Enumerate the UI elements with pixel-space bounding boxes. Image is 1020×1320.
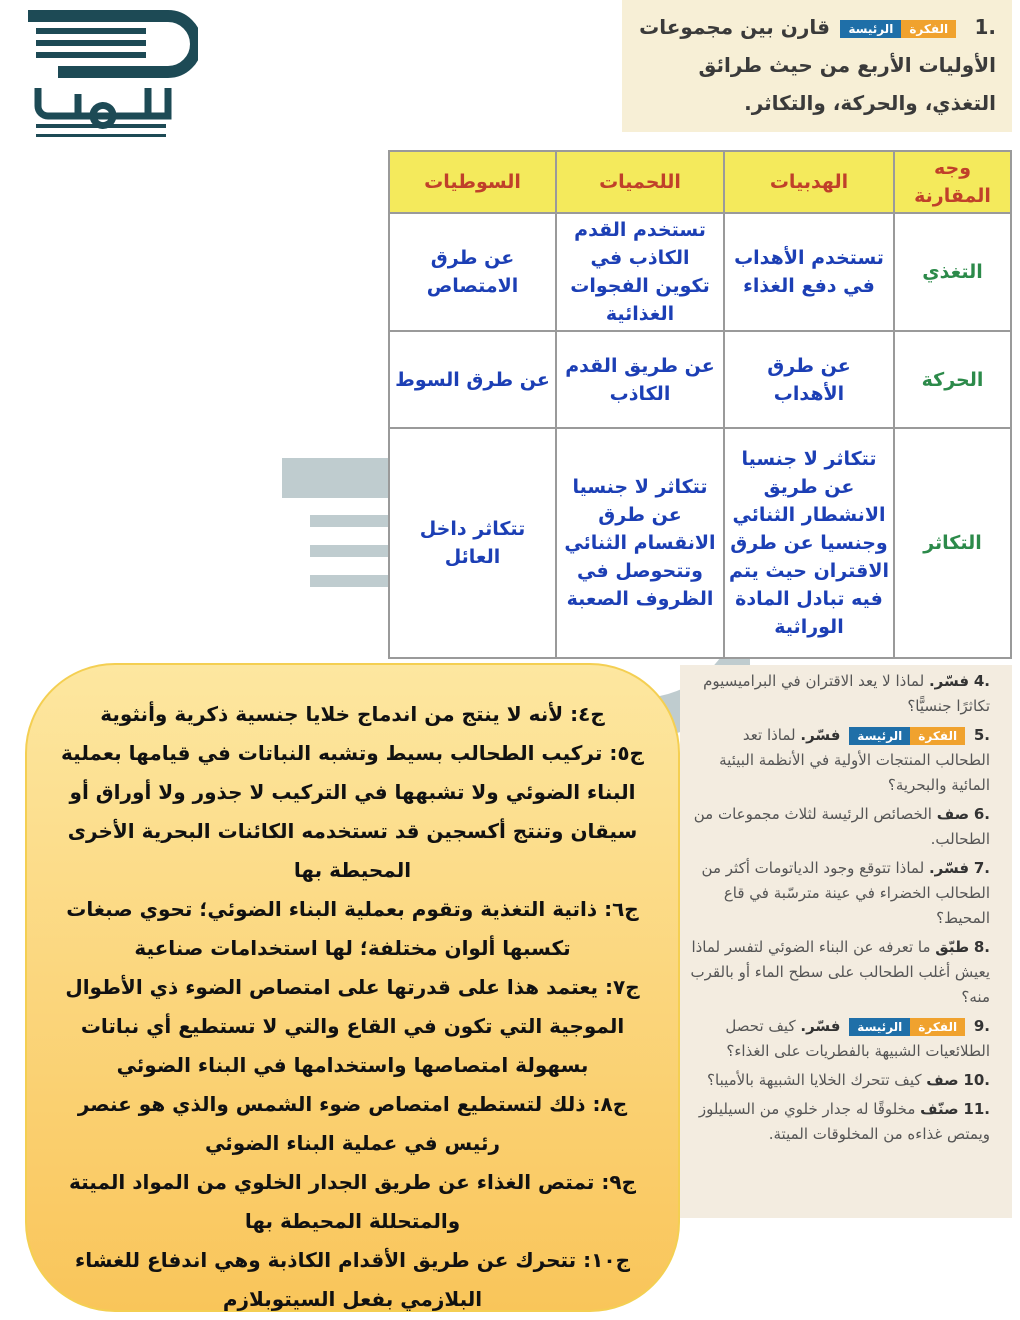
- header-cell: السوطيات: [389, 151, 556, 213]
- header-cell: اللحميات: [556, 151, 724, 213]
- answers-box: [25, 663, 680, 1312]
- main-idea-tag: الفكرة الرئيسة: [840, 20, 956, 38]
- question-item: .9 الفكرة الرئيسة فسّر. كيف تحصل الطلائعيات الشبيهة بالفطريات على الغذاء؟: [725, 1017, 990, 1060]
- table-cell: تستخدم الأهداب في دفع الغذاء: [724, 213, 894, 331]
- question-item: .8 طبّق ما تعرفه عن البناء الضوئي لتفسر لماذا يعيش أغلب الطحالب على سطح الماء أو بالقرب منه؟: [690, 938, 990, 1006]
- answer-10: ج١٠: تتحرك عن طريق الأقدام الكاذبة وهي اندفاع للغشاء البلازمي بفعل السيتوبلازم: [75, 1248, 630, 1311]
- main-idea-tag: الفكرة الرئيسة: [849, 727, 965, 745]
- header-cell: وجه المقارنة: [894, 151, 1011, 213]
- table-cell: عن طريق القدم الكاذب: [556, 331, 724, 428]
- table-row: [389, 428, 1011, 658]
- table-cell: تتكاثر لا جنسيا عن طريق الانشطار الثنائي وجنسيا عن طرق الاقتران حيث يتم فيه تبادل المادة الوراثية: [724, 428, 894, 658]
- main-idea-tag: الفكرة الرئيسة: [849, 1018, 965, 1036]
- table-cell: تستخدم القدم الكاذب في تكوين الفجوات الغذائية: [556, 213, 724, 331]
- table-header-row: [389, 151, 1011, 213]
- hulul-logo: [18, 8, 198, 143]
- row-header: التكاثر: [894, 428, 1011, 658]
- answer-8: ج٨: ذلك لتستطيع امتصاص ضوء الشمس والذي هو عنصر رئيس في عملية البناء الضوئي: [77, 1092, 628, 1155]
- answer-4: ج٤: لأنه لا ينتج من اندماج خلايا جنسية ذكرية وأنثوية: [100, 702, 605, 726]
- answer-9: ج٩: تمتص الغذاء عن طريق الجدار الخلوي من المواد الميتة والمتحللة المحيطة بها: [69, 1170, 636, 1233]
- row-header: التغذي: [894, 213, 1011, 331]
- question-item: .4 فسّر. لماذا لا يعد الاقتران في البراميسيوم تكاثرًا جنسيًّا؟: [703, 672, 990, 715]
- question-1: .1 الفكرة الرئيسة قارن بين مجموعات الأوليات الأربع من حيث طرائق التغذي، والحركة، والتكاثر.: [622, 0, 1012, 132]
- header-cell: الهدبيات: [724, 151, 894, 213]
- answer-7: ج٧: يعتمد هذا على قدرتها على امتصاص الضوء ذي الأطوال الموجية التي تكون في القاع والتي لا تستطيع أي نباتات بسهولة امتصاصها واستخدامها في البناء الضوئي: [65, 975, 640, 1077]
- question-item: .6 صف الخصائص الرئيسة لثلاث مجموعات من الطحالب.: [693, 805, 990, 848]
- comparison-table: [388, 150, 1012, 659]
- answer-6: ج٦: ذاتية التغذية وتقوم بعملية البناء الضوئي؛ تحوي صبغات تكسبها ألوان مختلفة؛ لها استخدامات صناعية: [66, 897, 639, 960]
- table-row: [389, 213, 1011, 331]
- questions-panel: [680, 665, 1012, 1218]
- question-item: .5 الفكرة الرئيسة فسّر. لماذا تعد الطحالب المنتجات الأولية في الأنظمة البيئية المائية والبحرية؟: [719, 726, 990, 794]
- question-item: .11 صنّف مخلوقًا له جدار خلوي من السيليلوز ويمتص غذاءه من المخلوقات الميتة.: [698, 1100, 990, 1143]
- row-header: الحركة: [894, 331, 1011, 428]
- table-row: [389, 331, 1011, 428]
- answer-5: ج٥: تركيب الطحالب بسيط وتشبه النباتات في قيامها بعملية البناء الضوئي ولا تشبهها في التركيب لا جذور ولا أوراق أو سيقان وتنتج أكسجين قد تستخدمه الكائنات البحرية الأخرى المحيطة بها: [61, 741, 644, 882]
- table-cell: تتكاثر داخل العائل: [389, 428, 556, 658]
- table-cell: تتكاثر لا جنسيا عن طرق الانقسام الثنائي وتتحوصل في الظروف الصعبة: [556, 428, 724, 658]
- table-cell: عن طرق الامتصاص: [389, 213, 556, 331]
- question-item: .7 فسّر. لماذا تتوقع وجود الدياتومات أكثر من الطحالب الخضراء في عينة مترسّبة في قاع المحيط؟: [701, 859, 990, 927]
- table-cell: عن طرق السوط: [389, 331, 556, 428]
- question-item: .10 صف كيف تتحرك الخلايا الشبيهة بالأميبا؟: [707, 1071, 990, 1089]
- table-cell: عن طرق الأهداب: [724, 331, 894, 428]
